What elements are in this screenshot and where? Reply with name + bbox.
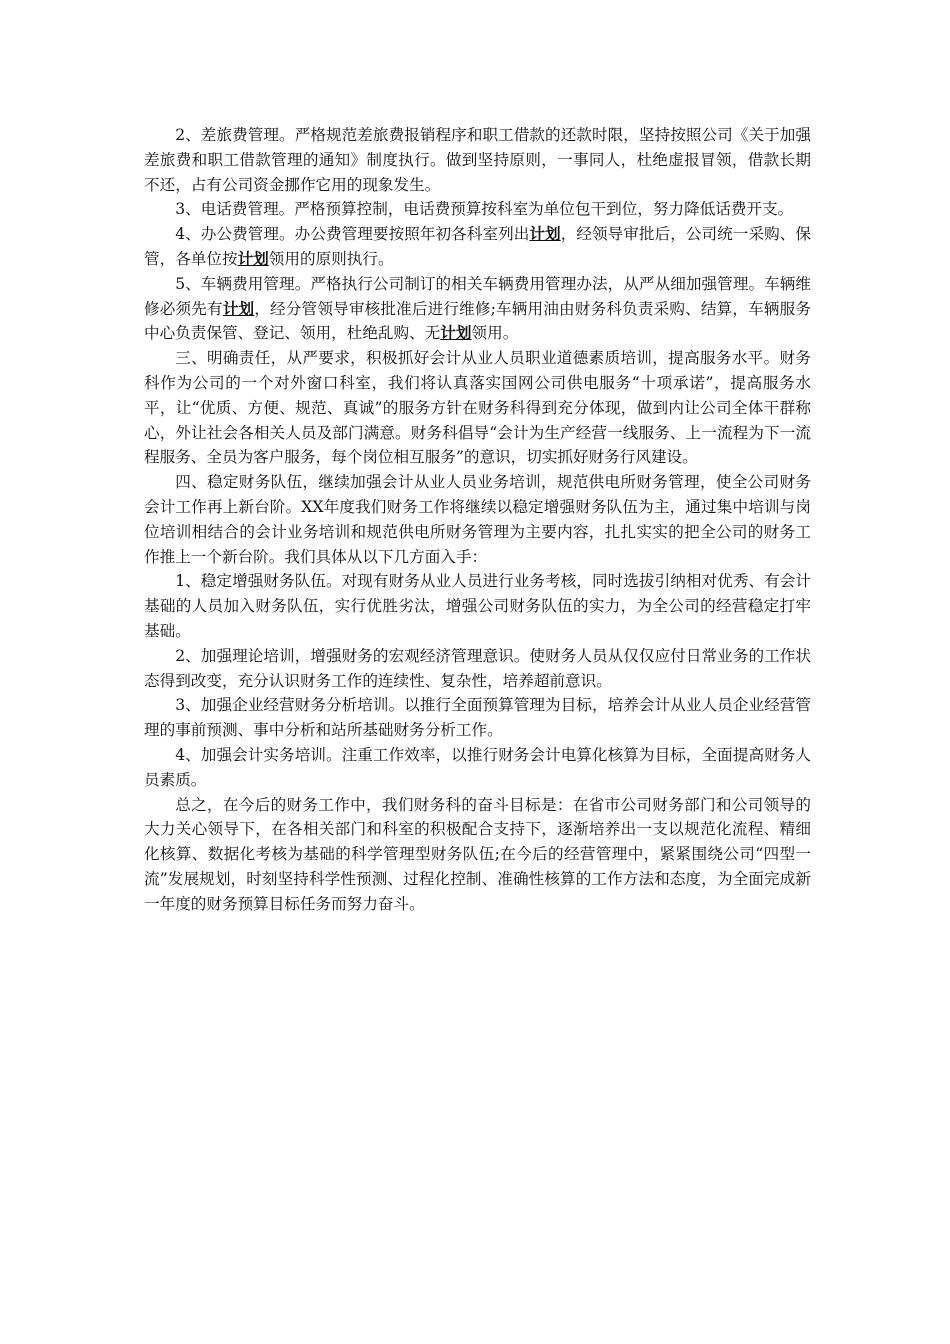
paragraph — [144, 793, 811, 917]
paragraph — [144, 346, 811, 470]
document-body — [144, 123, 811, 917]
paragraph-text: 2、加强理论培训，增强财务的宏观经济管理意识。使财务人员从仅仅应付日常业务的工作状态得到改变，充分认识财务工作的连续性、复杂性，培养超前意识。 — [144, 646, 811, 690]
paragraph-text: 3、加强企业经营财务分析培训。以推行全面预算管理为目标，培养会计从业人员企业经营管理的事前预测、事中分析和站所基础财务分析工作。 — [144, 696, 811, 740]
paragraph-text: 2、差旅费管理。严格规范差旅费报销程序和职工借款的还款时限，坚持按照公司《关于加强差旅费和职工借款管理的通知》制度执行。做到坚持原则，一事同人，杜绝虚报冒领，借款长期不还，占有公司资金挪作它用的现象发生。 — [144, 126, 811, 194]
paragraph — [144, 470, 811, 569]
plan-link[interactable]: 计划 — [440, 324, 472, 343]
paragraph-text: 总之，在今后的财务工作中，我们财务科的奋斗目标是：在省市公司财务部门和公司领导的大力关心领导下，在各相关部门和科室的积极配合支持下，逐渐培养出一支以规范化流程、精细化核算、数据化考核为基础的科学管理型财务队伍;在今后的经营管理中，紧紧围绕公司“四型一流”发展规划，时刻坚持科学性预测、过程化控制、准确性核算的工作方法和态度，为全面完成新一年度的财务预算目标任务而努力奋斗。 — [144, 795, 811, 913]
paragraph-text: ，经领导审批后，公司统一采购、保管，各单位按 — [144, 225, 811, 268]
plan-link[interactable]: 计划 — [237, 249, 269, 268]
paragraph — [144, 693, 811, 743]
paragraph-text: 领用的原则执行。 — [268, 249, 394, 268]
paragraph — [144, 222, 811, 272]
paragraph-text: 领用。 — [471, 324, 519, 343]
paragraph-text: ，经分管领导审核批准后进行维修;车辆用油由财务科负责采购、结算，车辆服务中心负责保管、登记、领用，杜绝乱购、无 — [144, 299, 811, 343]
paragraph-text: 3、电话费管理。严格预算控制，电话费预算按科室为单位包干到位，努力降低话费开支。 — [175, 200, 794, 219]
paragraph-text: 4、加强会计实务培训。注重工作效率，以推行财务会计电算化核算为目标，全面提高财务人员素质。 — [144, 745, 811, 789]
paragraph — [144, 569, 811, 643]
plan-link[interactable]: 计划 — [222, 299, 255, 318]
paragraph-text: 四、稳定财务队伍，继续加强会计从业人员业务培训，规范供电所财务管理，使全公司财务会计工作再上新台阶。XX年度我们财务工作将继续以稳定增强财务队伍为主，通过集中培训与岗位培训相结合的会计业务培训和规范供电所财务管理为主要内容，扎扎实实的把全公司的财务工作推上一个新台阶。我们具体从以下几方面入手： — [144, 473, 811, 566]
paragraph — [144, 743, 811, 793]
paragraph — [144, 197, 811, 222]
paragraph-text: 三、明确责任，从严要求，积极抓好会计从业人员职业道德素质培训，提高服务水平。财务科作为公司的一个对外窗口科室，我们将认真落实国网公司供电服务“十项承诺”，提高服务水平，让“优质、方便、规范、真诚”的服务方针在财务科得到充分体现，做到内让公司全体干群称心，外让社会各相关人员及部门满意。财务科倡导“会计为生产经营一线服务、上一流程为下一流程服务、全员为客户服务，每个岗位相互服务”的意识，切实抓好财务行风建设。 — [144, 349, 811, 467]
paragraph — [144, 644, 811, 694]
plan-link[interactable]: 计划 — [529, 225, 561, 244]
paragraph-text: 4、办公费管理。办公费管理要按照年初各科室列出 — [175, 225, 530, 244]
paragraph-text: 5、车辆费用管理。严格执行公司制订的相关车辆费用管理办法，从严从细加强管理。车辆维修必须先有 — [144, 274, 811, 318]
paragraph — [144, 272, 811, 346]
paragraph-text: 1、稳定增强财务队伍。对现有财务从业人员进行业务考核，同时选拔引纳相对优秀、有会计基础的人员加入财务队伍，实行优胜劣汰，增强公司财务队伍的实力，为全公司的经营稳定打牢基础。 — [144, 572, 811, 640]
paragraph — [144, 123, 811, 197]
